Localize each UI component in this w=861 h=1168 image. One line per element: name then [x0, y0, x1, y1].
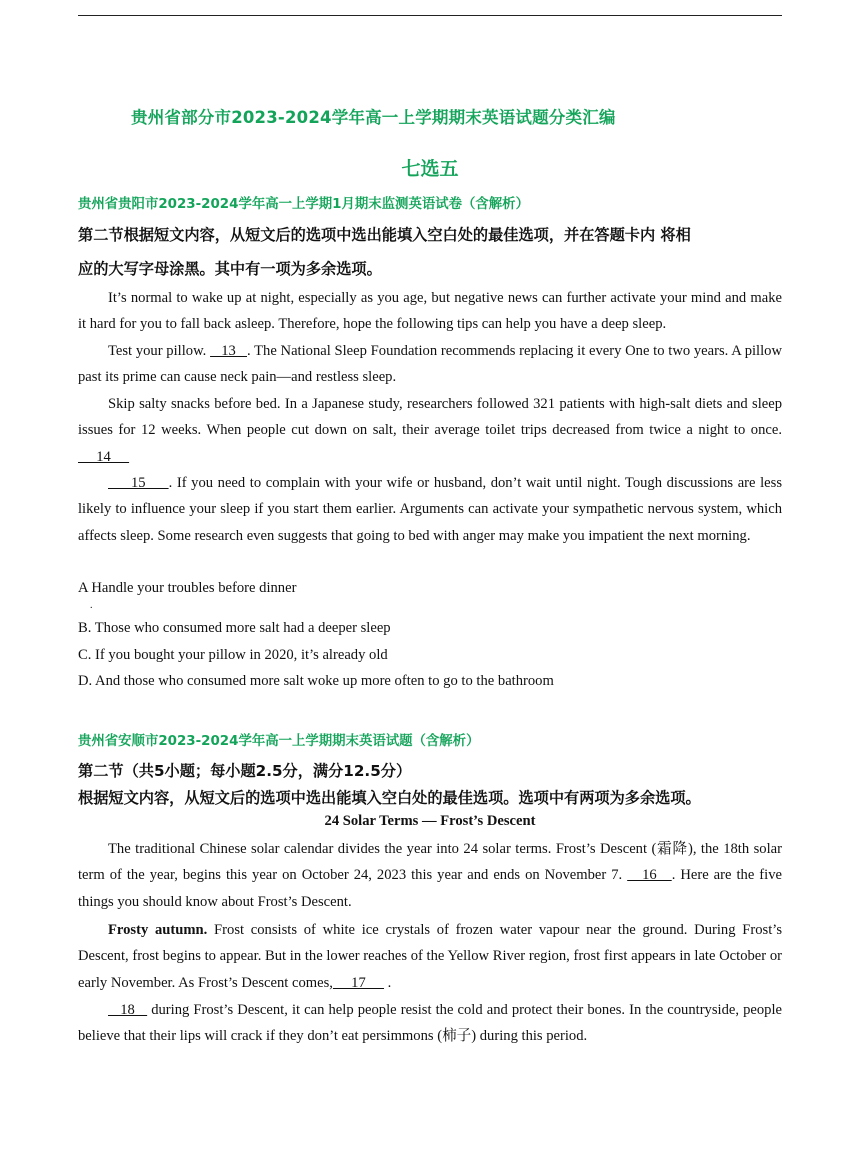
blank-14: 14	[78, 448, 130, 465]
paragraph-6: Frosty autumn. Frost consists of white ice crystals of frozen water vapour near the ground. During Frost’s Descent, frost begins to appear. But in the lower reaches of the Yellow River region, frost first appears in late October or early November. As Frost’s Descent comes, 17 .	[78, 922, 782, 991]
option-b: B. Those who consumed more salt had a deeper sleep	[78, 620, 391, 636]
blank-13: 13	[210, 343, 247, 359]
option-d: D. And those who consumed more salt woke up more often to go to the bathroom	[78, 673, 554, 689]
passage-title: 24 Solar Terms — Frost’s Descent	[324, 813, 536, 829]
blank-16: 16	[627, 867, 672, 884]
instruction-line-3: 第二节（共5小题；每小题2.5分，满分12.5分）	[78, 762, 412, 780]
paragraph-5: The traditional Chinese solar calendar divides the year into 24 solar terms. Frost’s Descent (霜降), the 18th solar term of the year, begins this year on October 24, 2023 this year and ends on November 7. 16 . Here are the five things you should know about Frost’s Descent.	[78, 841, 782, 910]
option-a: A Handle your troubles before dinner	[78, 580, 297, 596]
instruction-line-2: 应的大写字母涂黑。其中有一项为多余选项。	[78, 260, 382, 278]
section-title: 七选五	[401, 158, 459, 180]
source-heading-anshun: 贵州省安顺市2023-2024学年高一上学期期末英语试题（含解析）	[78, 734, 480, 749]
blank-17: 17	[332, 974, 385, 991]
paragraph-3: Skip salty snacks before bed. In a Japanese study, researchers followed 321 patients with high-salt diets and sleep issues for 12 weeks. When people cut down on salt, their average toilet trips decreased from twice a night to once. 14	[78, 396, 782, 465]
source-heading-guiyang: 贵州省贵阳市2023-2024学年高一上学期1月期末监测英语试卷（含解析）	[78, 197, 529, 212]
header-rule	[78, 15, 782, 16]
paragraph-1: It’s normal to wake up at night, especially as you age, but negative news can further activate your mind and make it hard for you to fall back asleep. Therefore, hope the following tips can help you have a deep sleep.	[78, 290, 782, 333]
paragraph-2: Test your pillow. 13 . The National Sleep Foundation recommends replacing it every One to two years. A pillow past its prime can cause neck pain—and restless sleep.	[78, 343, 782, 386]
blank-18: 18	[108, 1002, 148, 1018]
paragraph-7: 18 during Frost’s Descent, it can help people resist the cold and protect their bones. In the countryside, people believe that their lips will crack if they don’t eat persimmons (柿子) during this period.	[78, 1002, 782, 1045]
paragraph-4: 15 . If you need to complain with your wife or husband, don’t wait until night. Tough discussions are less likely to influence your sleep if you start them earlier. Arguments can activate your sympathetic nervous system, which affects sleep. Some research even suggests that going to bed with anger may make you impatient the next morning.	[78, 475, 782, 544]
document-title: 贵州省部分市2023-2024学年高一上学期期末英语试题分类汇编	[131, 108, 616, 127]
paragraph-lead: Frosty autumn.	[108, 922, 208, 938]
blank-15: 15	[108, 475, 169, 491]
option-c: C. If you bought your pillow in 2020, it’s already old	[78, 647, 388, 663]
instruction-line-1: 第二节根据短文内容，从短文后的选项中选出能填入空白处的最佳选项，并在答题卡内 将相	[78, 226, 691, 244]
option-a-dot: .	[90, 600, 93, 611]
instruction-line-4: 根据短文内容，从短文后的选项中选出能填入空白处的最佳选项。选项中有两项为多余选项。	[78, 789, 701, 807]
